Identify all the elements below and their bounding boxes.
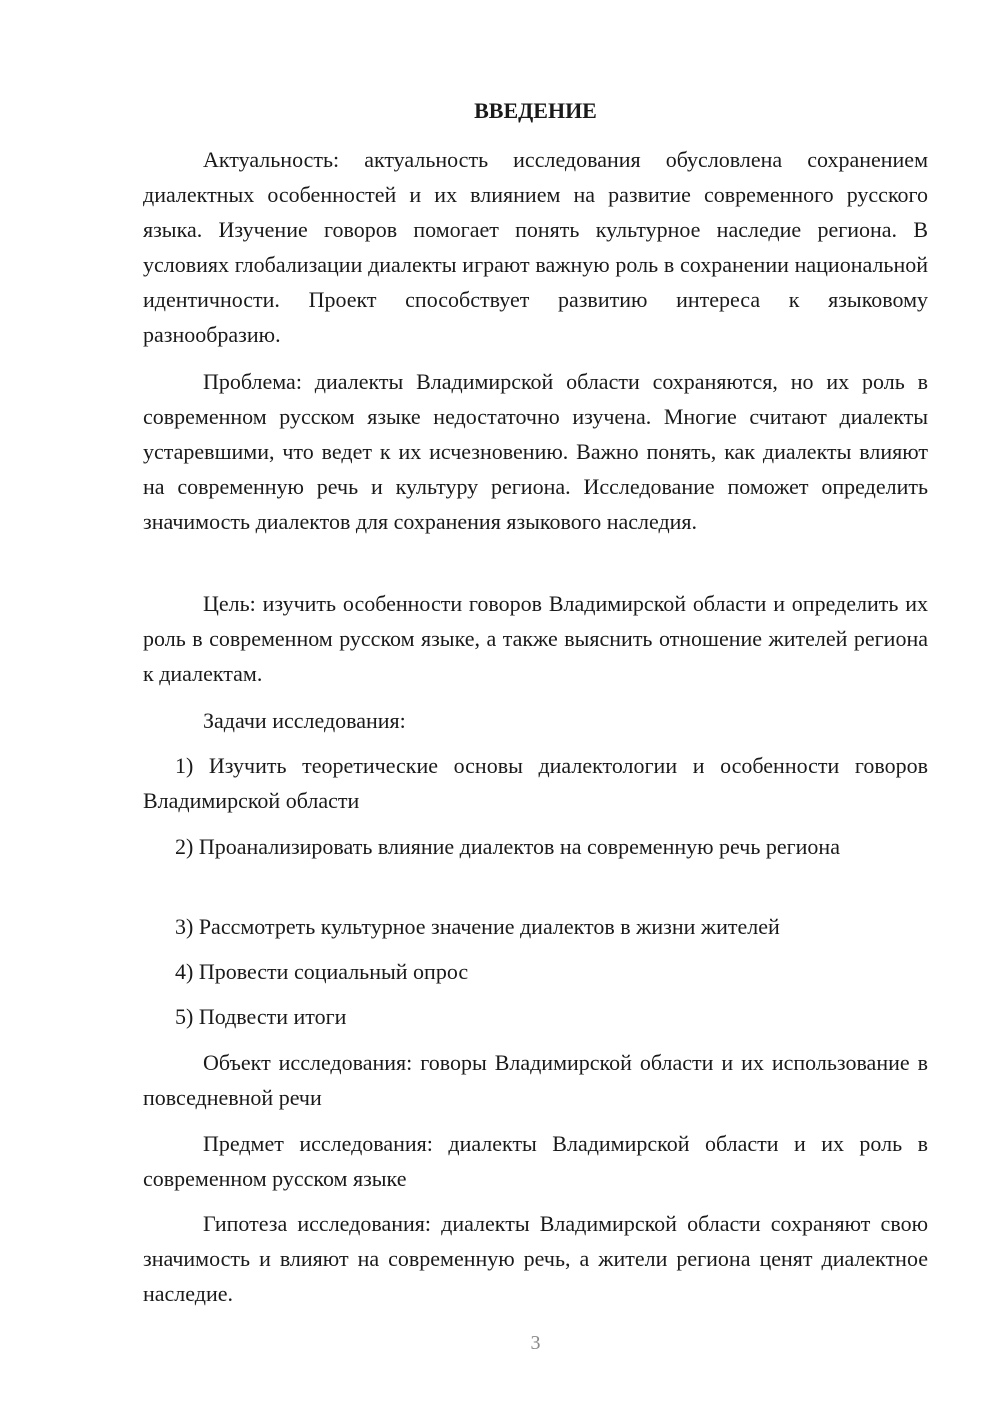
page-title: ВВЕДЕНИЕ <box>474 98 597 123</box>
task-item-4: 4) Провести социальный опрос <box>175 959 469 984</box>
object-paragraph: Объект исследования: говоры Владимирской области и их использование в повседневной речи <box>143 1050 928 1110</box>
problem-paragraph: Проблема: диалекты Владимирской области сохраняются, но их роль в современном русском языке недостаточно изучена. Многие считают диалекты устаревшими, что ведет к их исчезновению. Важно понять, как диалекты влияют на современную речь и культуру региона. Исследование поможет определить значимость диалектов для сохранения языкового наследия. <box>143 369 928 534</box>
task-item-2: 2) Проанализировать влияние диалектов на современную речь региона <box>175 834 840 859</box>
tasks-heading: Задачи исследования: <box>203 708 406 733</box>
task-item-5: 5) Подвести итоги <box>175 1004 347 1029</box>
task-item-1: 1) Изучить теоретические основы диалектологии и особенности говоров Владимирской области <box>143 753 928 813</box>
goal-paragraph: Цель: изучить особенности говоров Владимирской области и определить их роль в современном русском языке, а также выяснить отношение жителей региона к диалектам. <box>143 591 928 686</box>
page-number: 3 <box>530 1332 541 1354</box>
hypothesis-paragraph: Гипотеза исследования: диалекты Владимирской области сохраняют свою значимость и влияют на современную речь, а жители региона ценят диалектное наследие. <box>143 1211 928 1306</box>
subject-paragraph: Предмет исследования: диалекты Владимирской области и их роль в современном русском языке <box>143 1131 928 1191</box>
relevance-paragraph: Актуальность: актуальность исследования обусловлена сохранением диалектных особенностей и их влиянием на развитие современного русского языка. Изучение говоров помогает понять культурное наследие региона. В условиях глобализации диалекты играют важную роль в сохранении национальной идентичности. Проект способствует развитию интереса к языковому разнообразию. <box>143 147 928 347</box>
task-item-3: 3) Рассмотреть культурное значение диалектов в жизни жителей <box>175 914 780 939</box>
